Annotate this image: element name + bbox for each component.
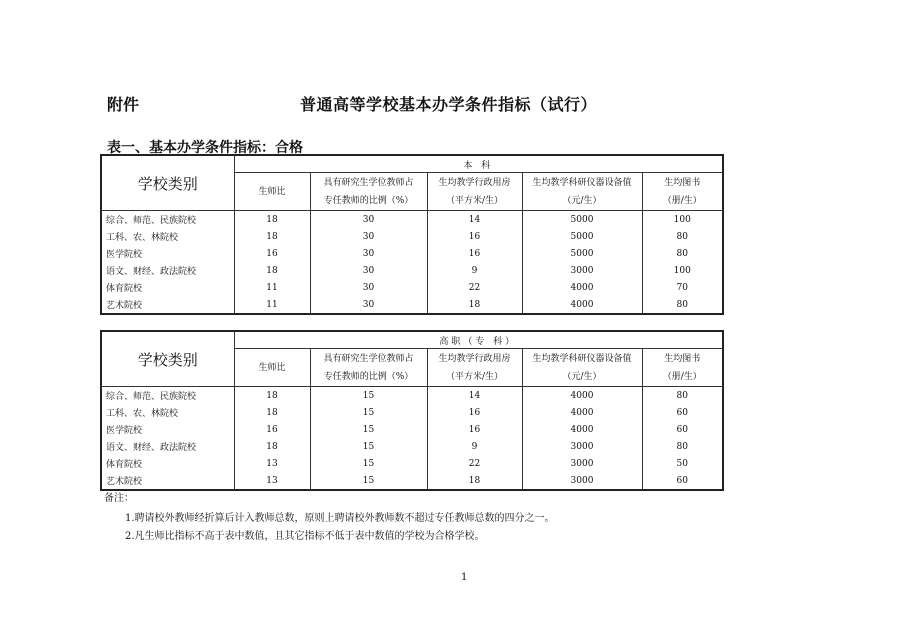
cell: 80: [676, 231, 688, 242]
cell: 30: [310, 228, 427, 245]
row-label: 体育院校: [101, 455, 234, 472]
cell: 16: [234, 421, 310, 438]
cell: 16: [234, 245, 310, 262]
table-row: [101, 455, 723, 472]
row-label: 体育院校: [101, 279, 234, 296]
cell: 15: [310, 421, 427, 438]
group-header: 高职（专 科）: [234, 331, 723, 349]
cell: 22: [427, 279, 522, 296]
column-header: 生均教学行政用房 （平方米/生）: [427, 173, 522, 211]
document-title: 普通高等学校基本办学条件指标（试行）: [300, 95, 598, 114]
vocational-table: [100, 330, 724, 491]
cell: 13: [234, 472, 310, 490]
cell: 18: [234, 228, 310, 245]
row-label: 工科、农、林院校: [101, 228, 234, 245]
row-label: 艺术院校: [101, 472, 234, 490]
cell: 4000: [522, 404, 642, 421]
cell: 60: [676, 475, 688, 486]
cell: 60: [676, 407, 688, 418]
cell: 30: [310, 296, 427, 314]
cell: 3000: [522, 262, 642, 279]
table-row: [101, 472, 723, 490]
table-row: [101, 438, 723, 455]
table-row: [101, 211, 723, 229]
row-label: 语文、财经、政法院校: [101, 438, 234, 455]
cell: 50: [676, 458, 688, 469]
cell: 9: [427, 262, 522, 279]
cell: 30: [310, 262, 427, 279]
cell: 4000: [522, 421, 642, 438]
undergraduate-table: [100, 154, 724, 315]
column-header: 生均图书 （册/生）: [642, 349, 723, 387]
cell: 80: [676, 390, 688, 401]
table-row: [101, 228, 723, 245]
cell: 13: [234, 455, 310, 472]
cell: 15: [310, 438, 427, 455]
cell: 70: [676, 282, 688, 293]
cell: 15: [310, 387, 427, 405]
cell: 16: [427, 421, 522, 438]
cell: 16: [427, 228, 522, 245]
cell: 18: [234, 262, 310, 279]
annex-label: 附件: [107, 95, 140, 114]
cell: 14: [427, 387, 522, 405]
category-header: 学校类别: [101, 155, 234, 211]
cell: 4000: [522, 296, 642, 314]
table-row: [101, 387, 723, 405]
table-row: [101, 404, 723, 421]
row-label: 语文、财经、政法院校: [101, 262, 234, 279]
row-label: 综合、师范、民族院校: [101, 387, 234, 405]
table-row: [101, 296, 723, 314]
row-label: 综合、师范、民族院校: [101, 211, 234, 229]
group-header: 本 科: [234, 155, 723, 173]
cell: 4000: [522, 387, 642, 405]
cell: 100: [673, 265, 691, 276]
column-header: 生均教学科研仪器设备值 （元/生）: [522, 173, 642, 211]
cell: 4000: [522, 279, 642, 296]
cell: 3000: [522, 472, 642, 490]
cell: 80: [676, 248, 688, 259]
cell: 18: [427, 296, 522, 314]
cell: 80: [676, 299, 688, 310]
notes-label: 备注：: [104, 493, 134, 504]
cell: 5000: [522, 211, 642, 229]
note-item: 2.凡生师比指标不高于表中数值，且其它指标不低于表中数值的学校为合格学校。: [125, 531, 485, 542]
cell: 30: [310, 245, 427, 262]
row-label: 艺术院校: [101, 296, 234, 314]
cell: 5000: [522, 245, 642, 262]
page-number: 1: [461, 572, 468, 583]
cell: 18: [234, 438, 310, 455]
column-header: 生均图书 （册/生）: [642, 173, 723, 211]
row-label: 工科、农、林院校: [101, 404, 234, 421]
column-header: 生均教学行政用房 （平方米/生）: [427, 349, 522, 387]
column-header: 具有研究生学位教师占 专任教师的比例（%）: [310, 173, 427, 211]
cell: 15: [310, 404, 427, 421]
column-header: 生均教学科研仪器设备值 （元/生）: [522, 349, 642, 387]
table-row: [101, 279, 723, 296]
cell: 18: [234, 404, 310, 421]
row-label: 医学院校: [101, 421, 234, 438]
column-header: 具有研究生学位教师占 专任教师的比例（%）: [310, 349, 427, 387]
cell: 5000: [522, 228, 642, 245]
cell: 16: [427, 404, 522, 421]
section-title: 表一、基本办学条件指标：合格: [107, 140, 303, 156]
cell: 30: [310, 211, 427, 229]
table-row: [101, 421, 723, 438]
cell: 22: [427, 455, 522, 472]
cell: 18: [234, 387, 310, 405]
table-row: [101, 262, 723, 279]
column-header: 生师比: [234, 349, 310, 387]
cell: 3000: [522, 438, 642, 455]
cell: 15: [310, 455, 427, 472]
column-header: 生师比: [234, 173, 310, 211]
category-header: 学校类别: [101, 331, 234, 387]
note-item: 1.聘请校外教师经折算后计入教师总数，原则上聘请校外教师数不超过专任教师总数的四分之一。: [125, 513, 555, 524]
cell: 60: [676, 424, 688, 435]
cell: 80: [676, 441, 688, 452]
cell: 14: [427, 211, 522, 229]
row-label: 医学院校: [101, 245, 234, 262]
cell: 15: [310, 472, 427, 490]
cell: 3000: [522, 455, 642, 472]
cell: 11: [234, 296, 310, 314]
cell: 18: [234, 211, 310, 229]
cell: 9: [427, 438, 522, 455]
table-row: [101, 245, 723, 262]
cell: 11: [234, 279, 310, 296]
cell: 16: [427, 245, 522, 262]
cell: 30: [310, 279, 427, 296]
cell: 18: [427, 472, 522, 490]
cell: 100: [673, 214, 691, 225]
